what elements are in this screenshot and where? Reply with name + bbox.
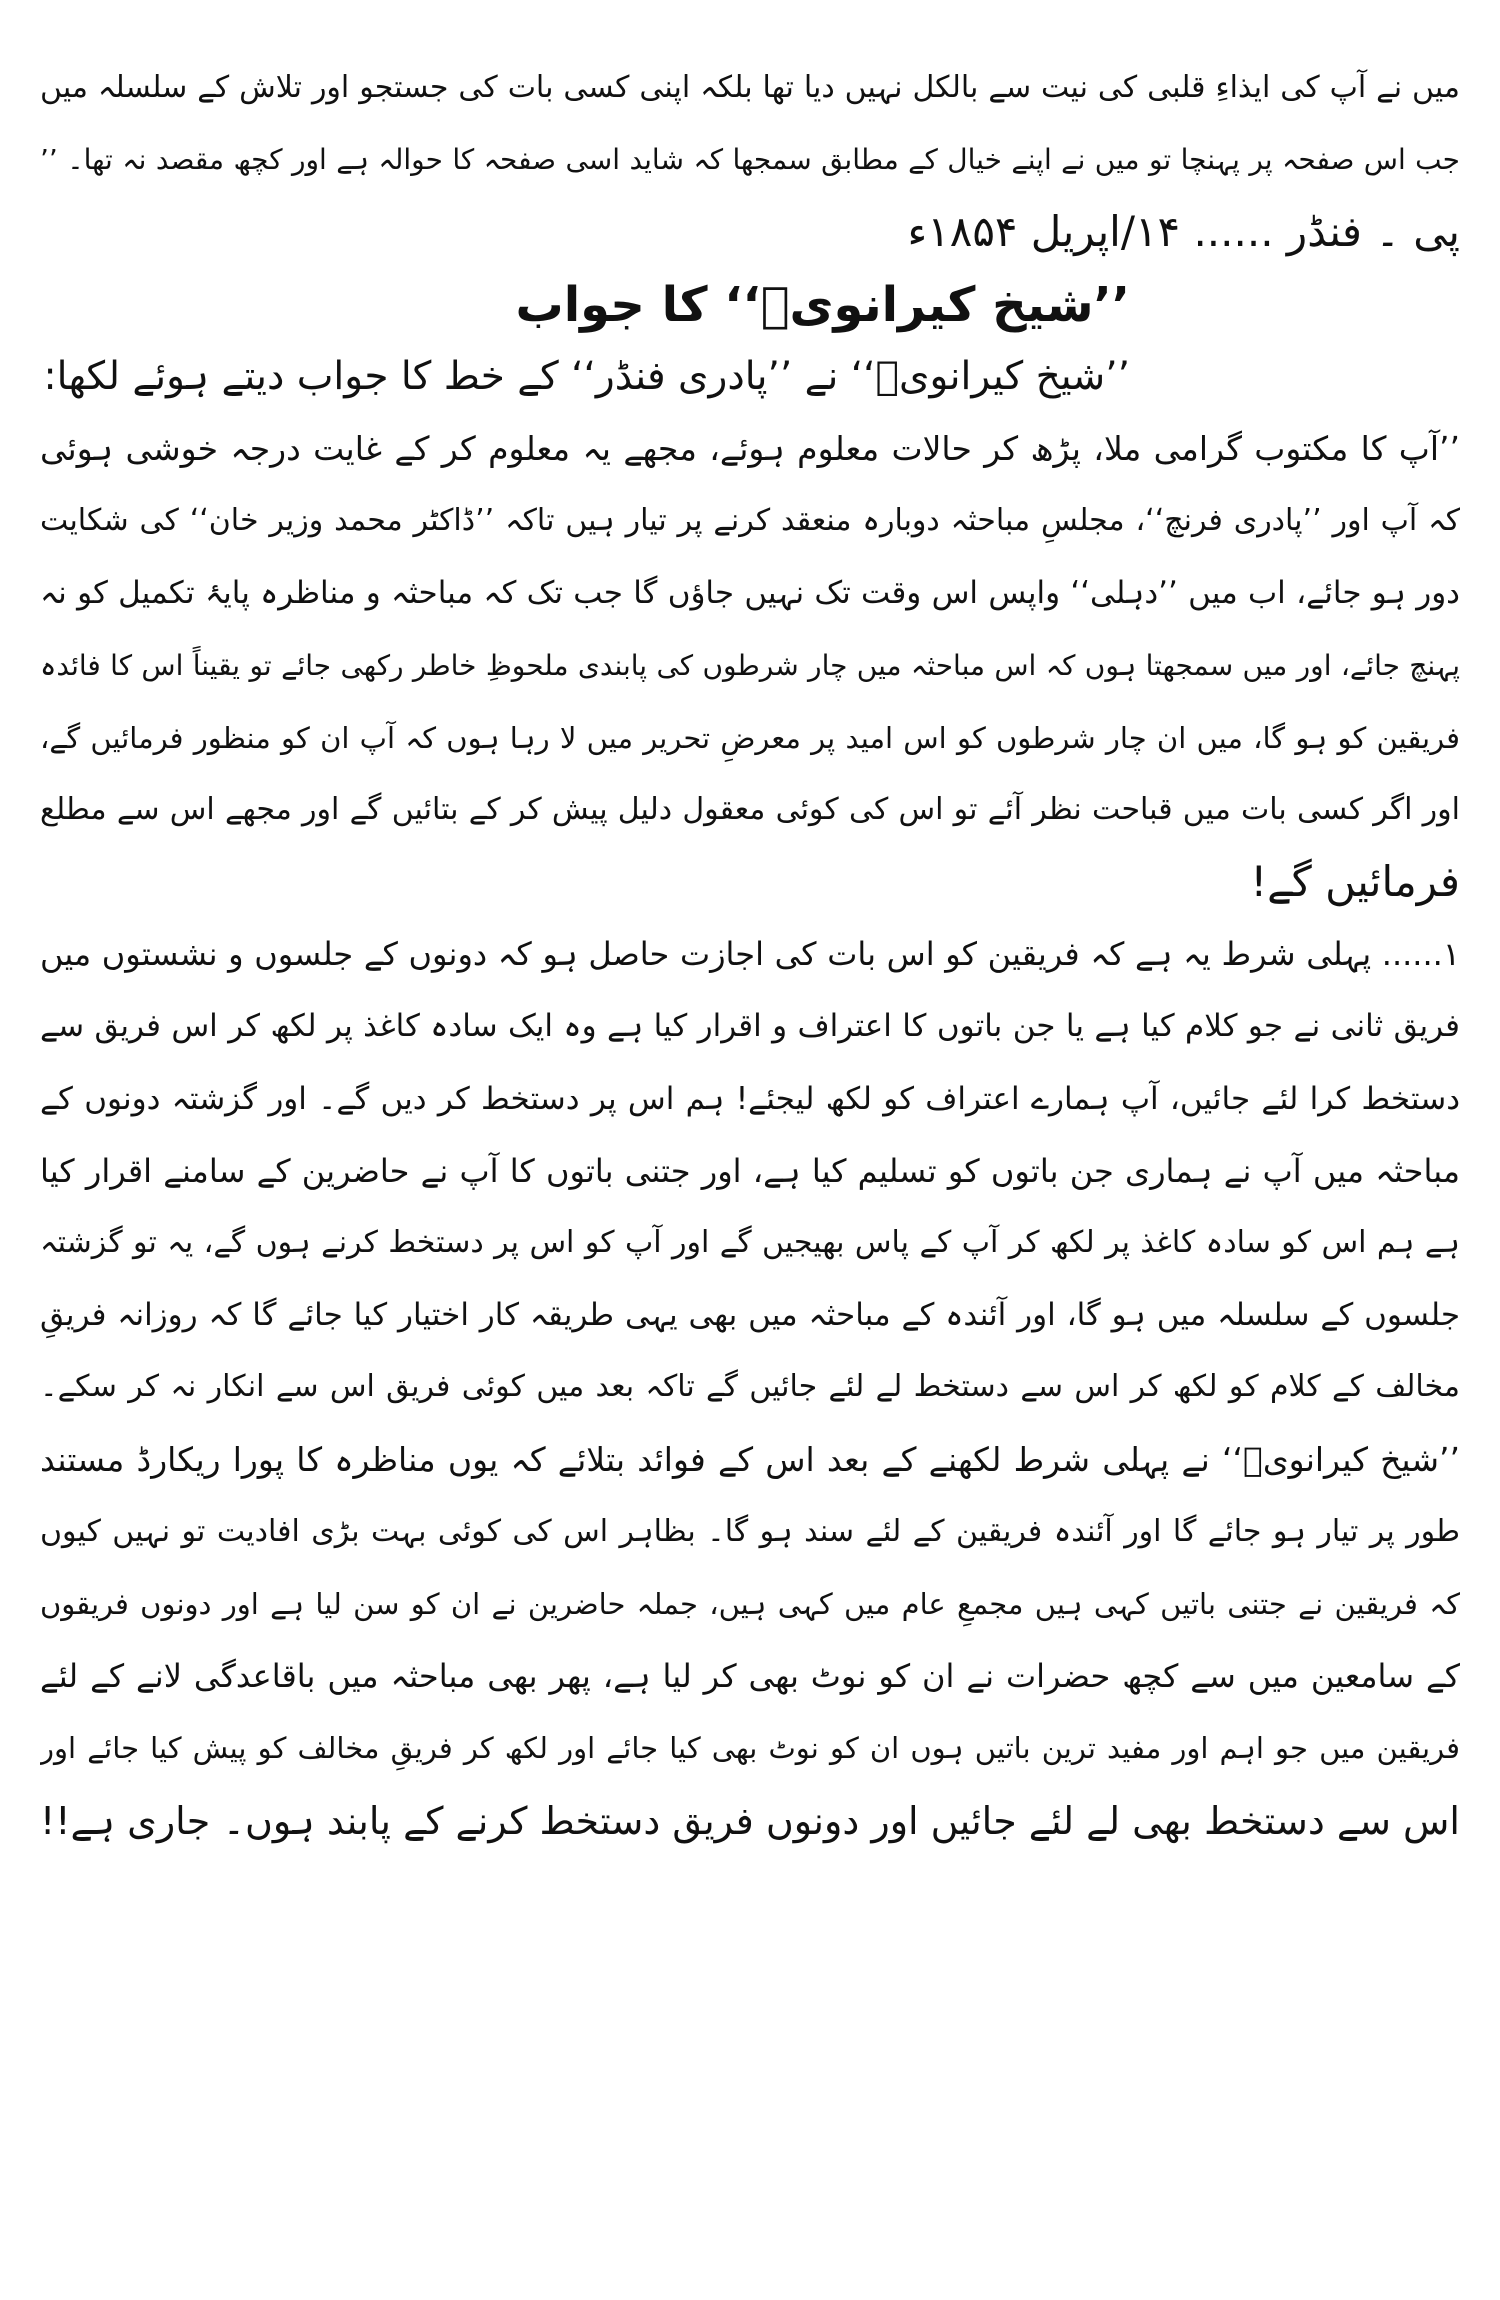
- text-line-23: کے سامعین میں سے کچھ حضرات نے ان کو نوٹ بھی کر لیا ہے، پھر بھی مباحثہ میں باقاعدگی لانے کے لئے: [40, 1657, 1460, 1696]
- text-line-25: اس سے دستخط بھی لے لئے جائیں اور دونوں فریق دستخط کرنے کے پابند ہوں۔: [222, 1798, 1460, 1843]
- text-line-12: فرمائیں گے!: [1250, 857, 1460, 907]
- text-line-7: کہ آپ اور ’’پادری فرنچ‘‘، مجلسِ مباحثہ دوبارہ منعقد کرنے پر تیار ہیں تاکہ ’’ڈاکٹر محمد وزیر خان‘‘ کی شکایت: [40, 503, 1460, 539]
- last-line: [40, 1785, 1460, 1857]
- text-line-24: فریقین میں جو اہم اور مفید ترین باتیں ہوں ان کو نوٹ بھی کیا جائے اور لکھ کر فریقِ مخالف کو پیش کیا جائے اور: [40, 1731, 1460, 1766]
- letter-signature-date: پی ۔ فنڈر ...... ۱۴/اپریل ۱۸۵۴ء: [907, 207, 1460, 257]
- text-line-2: جب اس صفحہ پر پہنچا تو میں نے اپنے خیال کے مطابق سمجھا کہ شاید اسی صفحہ کا حوالہ ہے اور کچھ مقصد نہ تھا۔ ’’: [40, 143, 1460, 177]
- text-line-9: پہنچ جائے، اور میں سمجھتا ہوں کہ اس مباحثہ میں چار شرطوں کی پابندی ملحوظِ خاطر رکھی جائے تو یقیناً اس کا فائدہ: [40, 648, 1460, 682]
- text-line-1: میں نے آپ کی ایذاءِ قلبی کی نیت سے بالکل نہیں دیا تھا بلکہ اپنی کسی بات کی جستجو اور تلاش کے سلسلہ میں: [40, 70, 1460, 105]
- text-line-18: جلسوں کے سلسلہ میں ہو گا، اور آئندہ کے مباحثہ میں بھی یہی طریقہ کار اختیار کیا جائے گا کہ روزانہ فریقِ: [40, 1297, 1460, 1334]
- text-line-14: فریق ثانی نے جو کلام کیا ہے یا جن باتوں کا اعتراف و اقرار کیا ہے وہ ایک سادہ کاغذ پر لکھ کر اس فریق سے: [40, 1008, 1460, 1045]
- text-line-19: مخالف کے کلام کو لکھ کر اس سے دستخط لے لئے جائیں گے تاکہ بعد میں کوئی فریق اس سے انکار نہ کر سکے۔: [40, 1369, 1460, 1405]
- text-line-6: ’’آپ کا مکتوب گرامی ملا، پڑھ کر حالات معلوم ہوئے، مجھے یہ معلوم کر کے غایت درجہ خوشی ہوئی: [40, 428, 1460, 468]
- text-line-22: کہ فریقین نے جتنی باتیں کہی ہیں مجمعِ عام میں کہی ہیں، جملہ حاضرین نے ان کو سن لیا ہے اور دونوں فریقوں: [40, 1586, 1460, 1621]
- text-line-8: دور ہو جائے، اب میں ’’دہلی‘‘ واپس اس وقت تک نہیں جاؤں گا جب تک کہ مباحثہ و مناظرہ پایۂ تکمیل کو نہ: [40, 575, 1460, 612]
- text-line-21: طور پر تیار ہو جائے گا اور آئندہ فریقین کے لئے سند ہو گا۔ بظاہر اس کی کوئی بہت بڑی افادیت تو نہیں کیوں: [40, 1513, 1460, 1549]
- text-line-intro: ’’شیخ کیرانویؒ‘‘ نے ’’پادری فنڈر‘‘ کے خط کا جواب دیتے ہوئے لکھا:: [43, 353, 1130, 399]
- text-line-15: دستخط کرا لئے جائیں، آپ ہمارے اعتراف کو لکھ لیجئے! ہم اس پر دستخط کر دیں گے۔ اور گزشتہ دونوں کے: [40, 1080, 1460, 1117]
- section-heading: ’’شیخ کیرانویؒ‘‘ کا جواب: [515, 276, 1130, 333]
- continued-label: جاری ہے!!: [40, 1798, 211, 1843]
- condition-1-line: ۱...... پہلی شرط یہ ہے کہ فریقین کو اس بات کی اجازت حاصل ہو کہ دونوں کے جلسوں و نشستوں میں: [40, 935, 1460, 974]
- text-line-17: ہے ہم اس کو سادہ کاغذ پر لکھ کر آپ کے پاس بھیجیں گے اور آپ کو اس پر دستخط کرنے ہوں گے، یہ تو گزشتہ: [40, 1225, 1460, 1260]
- text-line-20: ’’شیخ کیرانویؒ‘‘ نے پہلی شرط لکھنے کے بعد اس کے فوائد بتلائے کہ یوں مناظرہ کا پورا ریکارڈ مستند: [40, 1439, 1460, 1479]
- text-line-11: اور اگر کسی بات میں قباحت نظر آئے تو اس کی کوئی معقول دلیل پیش کر کے بتائیں گے اور مجھے اس سے مطلع: [40, 791, 1460, 827]
- text-line-16: مباحثہ میں آپ نے ہماری جن باتوں کو تسلیم کیا ہے، اور جتنی باتوں کا آپ نے حاضرین کے سامنے اقرار کیا: [40, 1151, 1460, 1190]
- text-line-10: فریقین کو ہو گا، میں ان چار شرطوں کو اس امید پر معرضِ تحریر میں لا رہا ہوں کہ آپ ان کو منظور فرمائیں گے،: [40, 720, 1460, 755]
